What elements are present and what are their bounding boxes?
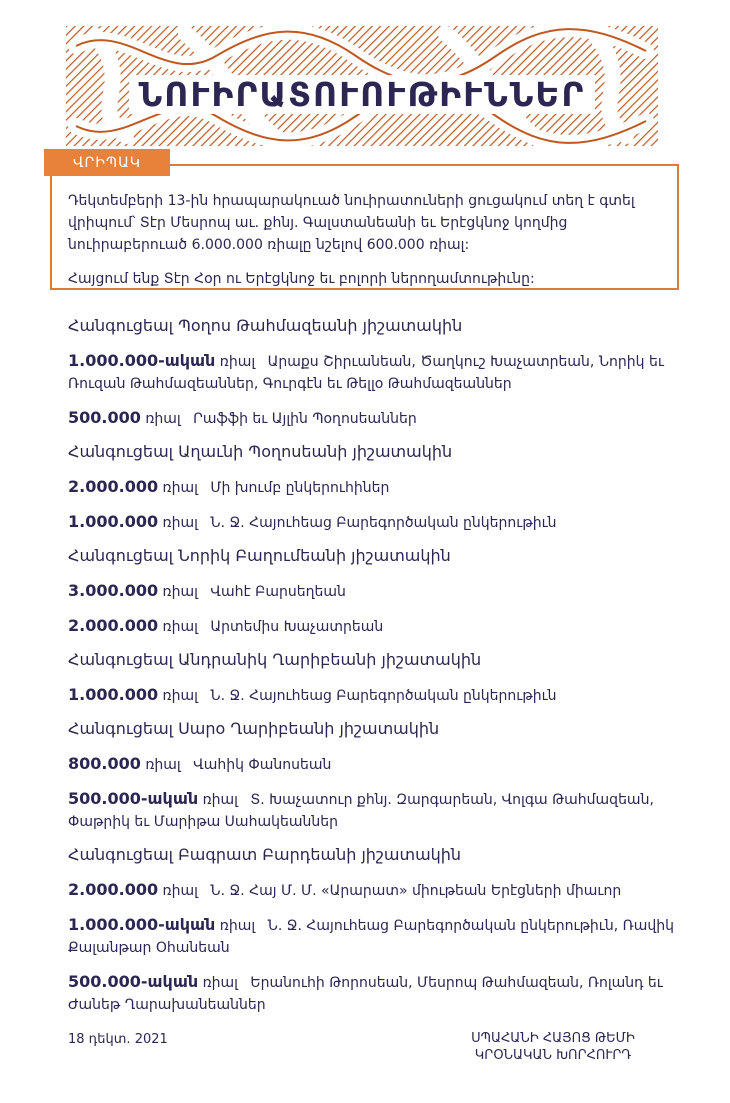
donor-names: Վահիկ Փանոսեան — [193, 757, 332, 773]
donations-list — [68, 316, 688, 1028]
donation-amount: 1.000.000-ական — [68, 351, 216, 370]
currency-unit: ռիալ — [162, 619, 198, 635]
donation-entry — [68, 971, 688, 1016]
page-title-text: ՆՈՒԻՐԱՏՈՒՈՒԹԻՒՆՆԵՐ — [129, 75, 596, 114]
donation-entry — [68, 350, 688, 395]
donation-section — [68, 650, 688, 707]
correction-apology: Հայցում ենք Տէր Հօր ու Երէցկնոջ եւ բոլորի ներողամտութիւնը: — [68, 271, 535, 287]
donation-section — [68, 316, 688, 430]
currency-unit: ռիալ — [145, 757, 181, 773]
section-heading: Հանգուցեալ Աղաւնի Պօղոսեանի յիշատակին — [68, 442, 453, 461]
correction-label: ՎՐԻՊԱԿ — [44, 149, 170, 176]
signature-line: ՍՊԱՀԱՆԻ ՀԱՅՈՑ ԹԵՄԻ — [471, 1031, 635, 1046]
donor-names: Արտեմիս Խաչատրեան — [210, 619, 384, 635]
donation-amount: 2.000.000 — [68, 616, 159, 635]
donation-entry — [68, 580, 688, 603]
donation-amount: 1.000.000 — [68, 512, 159, 531]
donation-entry — [68, 788, 688, 833]
donor-names: Ն. Ջ. Հայուհեաց Բարեգործական ընկերութիւն — [210, 515, 557, 531]
page-title — [66, 74, 658, 116]
section-heading: Հանգուցեալ Անդրանիկ Ղարիբեանի յիշատակին — [68, 650, 482, 669]
donor-names: Ն. Ջ. Հայ Մ. Մ. «Արարատ» միութեան Երէցների միաւոր — [210, 883, 622, 899]
currency-unit: ռիալ — [219, 354, 256, 370]
donor-names: Րաֆֆի եւ Այլին Պօղոսեաններ — [193, 411, 417, 427]
donation-entry — [68, 511, 688, 534]
currency-unit: ռիալ — [202, 975, 238, 991]
donation-section — [68, 442, 688, 534]
donation-entry — [68, 407, 688, 430]
correction-paragraph: Դեկտեմբերի 13-ին հրապարակուած նուիրատուների ցուցակում տեղ է գտել վրիպում՝ Տէր Մեսրոպ աւ. քհնյ. Գալստանեանի եւ Երէցկնոջ կողմից նուիրաբերուած 6.000.000 ռիալը նշելով 600.000 ռիալ: — [68, 193, 635, 253]
donor-names: Մի խումբ ընկերուհիներ — [210, 480, 390, 496]
signature-line: ԿՐՕՆԱԿԱՆ ԽՈՐՀՈՒՐԴ — [474, 1048, 632, 1063]
donation-entry — [68, 684, 688, 707]
donation-amount: 1.000.000 — [68, 685, 159, 704]
donation-amount: 3.000.000 — [68, 581, 159, 600]
donation-entry — [68, 615, 688, 638]
donor-names: Արաքս Շիրւանեան, Ծաղկուշ Խաչատրեան, Նորիկ եւ Ռուզան Թահմազեաններ, Գուրգէն եւ Թելլօ Թահմազեաններ — [68, 354, 664, 392]
donation-amount: 1.000.000-ական — [68, 915, 216, 934]
donation-section — [68, 546, 688, 638]
currency-unit: ռիալ — [162, 584, 198, 600]
currency-unit: ռիալ — [162, 883, 198, 899]
section-heading: Հանգուցեալ Բագրատ Բարդեանի յիշատակին — [68, 845, 462, 864]
currency-unit: ռիալ — [202, 792, 238, 808]
currency-unit: ռիալ — [162, 480, 198, 496]
donation-section — [68, 845, 688, 1016]
section-heading: Հանգուցեալ Սարօ Ղարիբեանի յիշատակին — [68, 719, 440, 738]
donor-names: Ն. Ջ. Հայուհեաց Բարեգործական ընկերութիւն, Ռավիկ Քալանթար Օհանեան — [68, 918, 675, 956]
donation-amount: 2.000.000 — [68, 880, 159, 899]
donor-names: Տ. Խաչատուր քհնյ. Զարգարեան, Վոլգա Թահմազեան, Փաթրիկ եւ Մարիթա Սահակեաններ — [68, 792, 654, 830]
section-heading: Հանգուցեալ Պօղոս Թահմազեանի յիշատակին — [68, 316, 463, 335]
donor-names: Ն. Ջ. Հայուհեաց Բարեգործական ընկերութիւն — [210, 688, 557, 704]
donation-amount: 500.000-ական — [68, 972, 199, 991]
donation-entry — [68, 879, 688, 902]
donation-amount: 500.000-ական — [68, 789, 199, 808]
currency-unit: ռիալ — [219, 918, 256, 934]
donation-amount: 2.000.000 — [68, 477, 159, 496]
donation-entry — [68, 476, 688, 499]
currency-unit: ռիալ — [145, 411, 181, 427]
currency-unit: ռիալ — [162, 515, 198, 531]
donation-entry — [68, 914, 688, 959]
donation-entry — [68, 753, 688, 776]
donation-amount: 800.000 — [68, 754, 141, 773]
publication-date: 18 դեկտ. 2021 — [68, 1032, 168, 1047]
donation-section — [68, 719, 688, 833]
donor-names: Վահէ Բարսեղեան — [210, 584, 346, 600]
correction-text — [68, 190, 668, 290]
donor-names: Երանուհի Թորոսեան, Մեսրոպ Թահմազեան, Ռոլանդ եւ Ժանեթ Ղարախանեաններ — [68, 975, 663, 1013]
donation-amount: 500.000 — [68, 408, 141, 427]
signature-block — [428, 1030, 678, 1064]
currency-unit: ռիալ — [162, 688, 198, 704]
section-heading: Հանգուցեալ Նորիկ Բաղումեանի յիշատակին — [68, 546, 451, 565]
